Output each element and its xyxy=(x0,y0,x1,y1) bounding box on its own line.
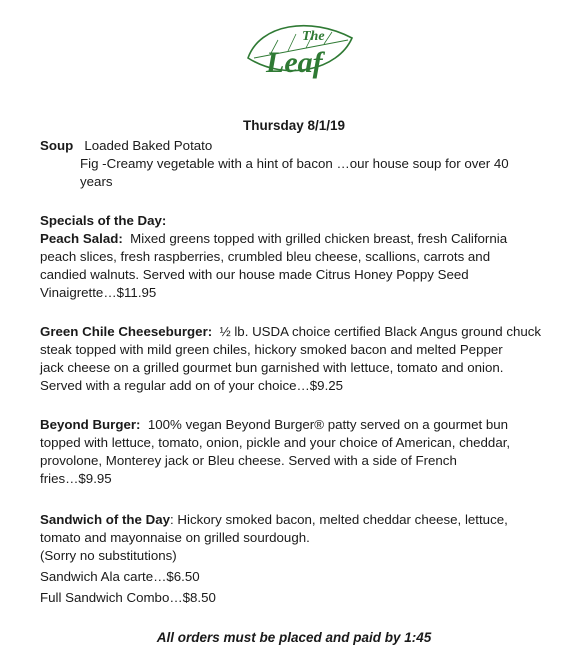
sandwich-text: : Hickory smoked bacon, melted cheddar cheese, lettuce, xyxy=(170,512,508,527)
soup-item-2: Fig -Creamy vegetable with a hint of bacon …our house soup for over 40 xyxy=(80,156,509,171)
sandwich-note: (Sorry no substitutions) xyxy=(40,548,177,563)
chile-burger-line-3: jack cheese on a grilled gourmet bun garnished with lettuce, tomato and onion. xyxy=(40,360,504,375)
sandwich-line-2: tomato and mayonnaise on grilled sourdough. xyxy=(40,530,310,545)
sandwich-name: Sandwich of the Day xyxy=(40,512,171,527)
sandwich-line-1 xyxy=(40,511,508,529)
beyond-burger-line-3: provolone, Monterey jack or Bleu cheese. Served with a side of French xyxy=(40,453,457,468)
beyond-burger-line-4: fries…$9.95 xyxy=(40,471,112,486)
chile-burger-name: Green Chile Cheeseburger: xyxy=(40,324,213,339)
peach-salad-line-1 xyxy=(40,230,507,248)
soup-line xyxy=(40,137,212,155)
beyond-burger-line-2: topped with lettuce, tomato, onion, pickle and your choice of American, cheddar, xyxy=(40,435,511,450)
beyond-burger-name: Beyond Burger: xyxy=(40,417,141,432)
chile-burger-text: ½ lb. USDA choice certified Black Angus ground chuck xyxy=(219,324,542,339)
menu-date: Thursday 8/1/19 xyxy=(242,118,346,133)
soup-item-2-cont: years xyxy=(80,174,113,189)
chile-burger-line-1 xyxy=(40,323,541,341)
beyond-burger-line-1 xyxy=(40,416,508,434)
peach-salad-text: Mixed greens topped with grilled chicken breast, fresh California xyxy=(130,231,508,246)
soup-label: Soup xyxy=(40,138,74,153)
soup-item-1: Loaded Baked Potato xyxy=(84,138,213,153)
the-leaf-logo xyxy=(240,18,360,84)
specials-heading: Specials of the Day: xyxy=(40,213,167,228)
sandwich-ala-carte-price: Sandwich Ala carte…$6.50 xyxy=(40,569,200,584)
order-deadline-note: All orders must be placed and paid by 1:45 xyxy=(156,630,432,645)
chile-burger-line-4: Served with a regular add on of your choice…$9.25 xyxy=(40,378,344,393)
logo-leaf-text: Leaf xyxy=(266,46,323,79)
peach-salad-line-2: peach slices, fresh raspberries, crumbled bleu cheese, scallions, carrots and xyxy=(40,249,491,264)
sandwich-combo-price: Full Sandwich Combo…$8.50 xyxy=(40,590,216,605)
chile-burger-line-2: steak topped with mild green chiles, hickory smoked bacon and melted Pepper xyxy=(40,342,503,357)
beyond-burger-text: 100% vegan Beyond Burger® patty served on a gourmet bun xyxy=(147,417,509,432)
leaf-logo-graphic xyxy=(240,18,360,84)
logo-the-text: The xyxy=(302,29,325,44)
peach-salad-name: Peach Salad: xyxy=(40,231,123,246)
peach-salad-line-3: candied walnuts. Served with our house made Citrus Honey Poppy Seed xyxy=(40,267,469,282)
peach-salad-line-4: Vinaigrette…$11.95 xyxy=(40,285,157,300)
